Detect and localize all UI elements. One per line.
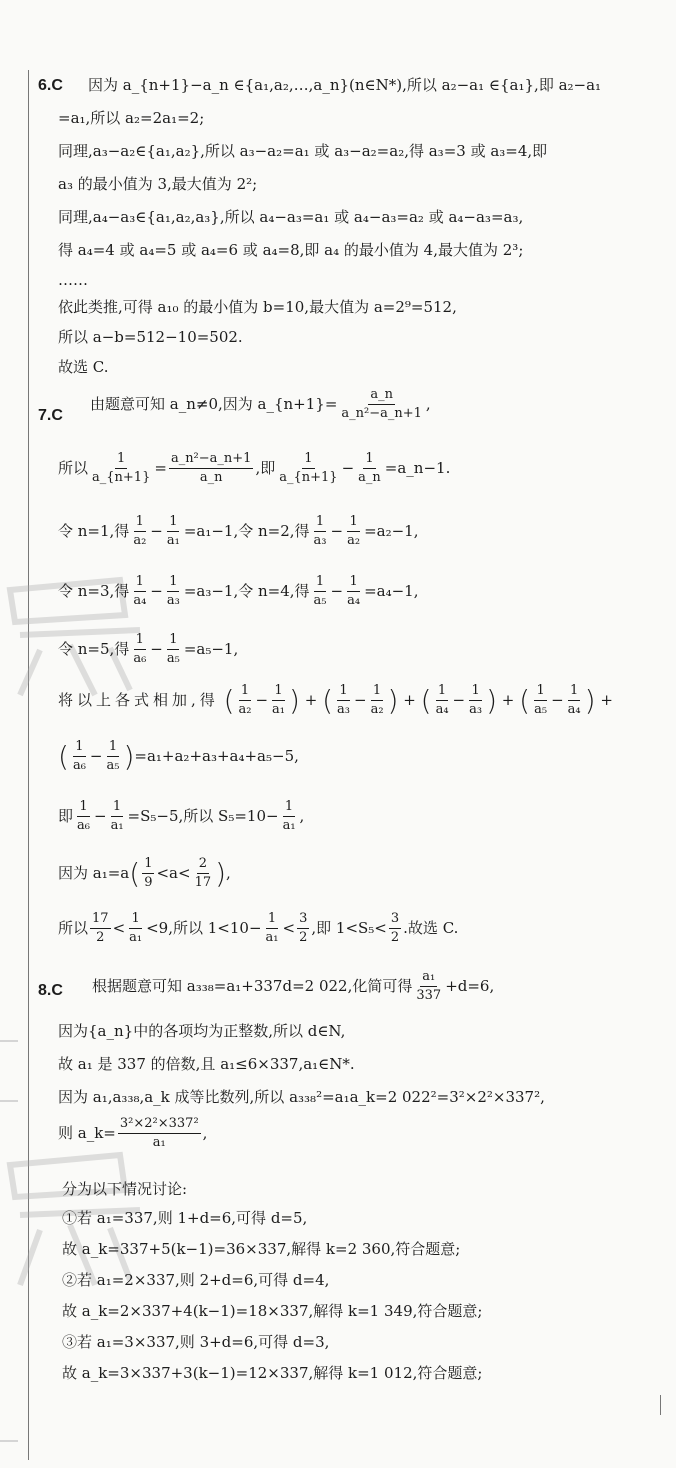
q6-line: 依此类推,可得 a₁₀ 的最小值为 b=10,最大值为 a=2⁹=512, (58, 298, 457, 316)
fraction: $\frac{1}{a\_n}$ (358, 451, 381, 486)
fraction: $\frac{1}{\text{a₃}}$ (313, 514, 327, 549)
q7-line: ( $\frac{1}{\text{a₆}}$ − $\frac{1}{\text{a₅}}$ )=a₁+a₂+a₃+a₄+a₅−5, (58, 739, 299, 774)
q7-line: 由题意可知 a_n≠0,因为 a_{n+1}= $\frac{a\_n}{\text{a\_n²−a\_n+1}}$ , (90, 387, 431, 422)
q8-line: ③若 a₁=3×337,则 3+d=6,可得 d=3, (62, 1333, 330, 1351)
q6-line: 同理,a₄−a₃∈{a₁,a₂,a₃},所以 a₄−a₃=a₁ 或 a₄−a₃=a₂ 或 a₄−a₃=a₃, (58, 208, 524, 226)
q8-line: 故 a_k=2×337+4(k−1)=18×337,解得 k=1 349,符合题意; (62, 1302, 483, 1320)
fraction: $\frac{\text{3²×2²×337²}}{\text{a₁}}$ (119, 1116, 199, 1151)
q6-line: …… (58, 271, 88, 289)
fraction: $\frac{1}{\text{a₄}}$ (567, 683, 581, 718)
q6-line: 所以 a−b=512−10=502. (58, 328, 243, 346)
q8-line: ①若 a₁=337,则 1+d=6,可得 d=5, (62, 1209, 308, 1227)
q8-line: 故 a₁ 是 337 的倍数,且 a₁≤6×337,a₁∈N*. (58, 1055, 355, 1073)
right-margin-rule (660, 1395, 661, 1415)
q8-line: 故 a_k=3×337+3(k−1)=12×337,解得 k=1 012,符合题意; (62, 1364, 483, 1382)
fraction: $\frac{1}{\text{a₁}}$ (272, 683, 286, 718)
q7-line: 即 $\frac{1}{\text{a₆}}$ − $\frac{1}{\text{a₁}}$ =S₅−5,所以 S₅=10− $\frac{1}{\text{a₁}}$ , (58, 799, 305, 834)
q7-line: 所以 $\frac{17}{2}$ < $\frac{1}{\text{a₁}}$ <9,所以 1<10− $\frac{1}{\text{a₁}}$ < $\frac{3}{2}$ ,即 1<S₅< $\frac{3}{2}$ .故选 C. (58, 911, 459, 946)
q7-line: 将以上各式相加,得 ( $\frac{1}{\text{a₂}}$ − $\frac{1}{\text{a₁}}$ ) + ( $\frac{1}{\text{a₃}}$ − $\frac{1}{\text{a₂}}$ ) + ( $\frac{1}{\text{a₄}}$ − $\frac{1}{\text{a₃}}$ ) + ( $\frac{1}{\text{a₅}}$ − $\frac{1}{\text{a₄}}$ ) + (58, 683, 613, 718)
fraction: $\frac{1}{\text{a₄}}$ (133, 574, 147, 609)
margin-mark (0, 1100, 18, 1102)
q8-line: 因为 a₁,a₃₃₈,a_k 成等比数列,所以 a₃₃₈²=a₁a_k=2 022²=3²×2²×337², (58, 1088, 545, 1106)
fraction: $\frac{1}{\text{a₁}}$ (166, 514, 180, 549)
fraction: $\frac{1}{a\_\{n+1\}}$ (279, 451, 338, 486)
q6-line: 因为 a_{n+1}−a_n ∈{a₁,a₂,…,a_n}(n∈N*),所以 a₂−a₁ ∈{a₁},即 a₂−a₁ (88, 76, 602, 94)
q6-line: 同理,a₃−a₂∈{a₁,a₂},所以 a₃−a₂=a₁ 或 a₃−a₂=a₂,得 a₃=3 或 a₃=4,即 (58, 142, 548, 160)
q8-line: ②若 a₁=2×337,则 2+d=6,可得 d=4, (62, 1271, 330, 1289)
fraction: $\frac{1}{\text{a₁}}$ (282, 799, 296, 834)
fraction: $\frac{1}{\text{a₅}}$ (166, 632, 180, 667)
q7-answer-label: 7.C (38, 407, 63, 424)
q6-line: =a₁,所以 a₂=2a₁=2; (58, 109, 205, 127)
fraction: $\frac{1}{\text{a₂}}$ (347, 514, 361, 549)
margin-mark (0, 1040, 18, 1042)
fraction: $\frac{1}{\text{a₁}}$ (129, 911, 143, 946)
fraction: $\frac{1}{\text{a₄}}$ (435, 683, 449, 718)
margin-mark (0, 1440, 18, 1442)
q7-line: 令 n=5,得 $\frac{1}{\text{a₆}}$ − $\frac{1}{\text{a₅}}$ =a₅−1, (58, 632, 239, 667)
fraction: $\frac{1}{\text{a₃}}$ (337, 683, 350, 718)
fraction: $\frac{1}{\text{a₁}}$ (265, 911, 279, 946)
q8-line: 因为{a_n}中的各项均为正整数,所以 d∈N, (58, 1022, 346, 1040)
fraction: $\frac{1}{\text{a₅}}$ (313, 574, 327, 609)
q6-answer-label: 6.C (38, 77, 63, 94)
fraction: $\frac{3}{2}$ (390, 911, 400, 946)
q7-line: 令 n=1,得 $\frac{1}{\text{a₂}}$ − $\frac{1}{\text{a₁}}$ =a₁−1,令 n=2,得 $\frac{1}{\text{a₃}}$ − $\frac{1}{\text{a₂}}$ =a₂−1, (58, 514, 419, 549)
q7-line: 因为 a₁=a( $\frac{1}{9}$ <a< $\frac{2}{17}$ ), (58, 856, 231, 891)
fraction: $\frac{1}{\text{a₂}}$ (238, 683, 252, 718)
fraction: $\frac{1}{\text{a₂}}$ (370, 683, 384, 718)
fraction: $\frac{17}{2}$ (92, 911, 109, 946)
fraction: $\frac{1}{\text{a₅}}$ (106, 739, 120, 774)
fraction: $\frac{a\_n}{\text{a\_n²−a\_n+1}}$ (341, 387, 422, 422)
fraction: $\frac{1}{\text{a₂}}$ (133, 514, 147, 549)
q6-line: 得 a₄=4 或 a₄=5 或 a₄=6 或 a₄=8,即 a₄ 的最小值为 4,最大值为 2³; (58, 241, 524, 259)
q7-line: 令 n=3,得 $\frac{1}{\text{a₄}}$ − $\frac{1}{\text{a₃}}$ =a₃−1,令 n=4,得 $\frac{1}{\text{a₅}}$ − $\frac{1}{\text{a₄}}$ =a₄−1, (58, 574, 419, 609)
q8-line: 根据题意可知 a₃₃₈=a₁+337d=2 022,化简可得 $\frac{\text{a₁}}{337}$ +d=6, (92, 969, 495, 1004)
q6-line: 故选 C. (58, 358, 109, 376)
fraction: $\frac{3}{2}$ (299, 911, 308, 946)
fraction: $\frac{1}{9}$ (144, 856, 153, 891)
q8-line: 分为以下情况讨论: (62, 1180, 188, 1198)
fraction: $\frac{1}{\text{a₆}}$ (72, 739, 86, 774)
fraction: $\frac{1}{a\_\{n+1\}}$ (92, 451, 151, 486)
fraction: $\frac{1}{\text{a₃}}$ (166, 574, 180, 609)
q6-line: a₃ 的最小值为 3,最大值为 2²; (58, 175, 258, 193)
fraction: $\frac{\text{a₁}}{337}$ (416, 969, 442, 1004)
fraction: $\frac{1}{\text{a₄}}$ (347, 574, 361, 609)
fraction: $\frac{1}{\text{a₁}}$ (110, 799, 124, 834)
q7-line: 所以 $\frac{1}{a\_\{n+1\}}$ = $\frac{\text{a\_n²−a\_n+1}}{a\_n}$ ,即 $\frac{1}{a\_\{n+1\}}$ − $\frac{1}{a\_n}$ =a_n−1. (58, 451, 451, 486)
q8-line: 则 a_k= $\frac{\text{3²×2²×337²}}{\text{a₁}}$ , (58, 1116, 208, 1151)
fraction: $\frac{1}{\text{a₆}}$ (133, 632, 147, 667)
fraction: $\frac{1}{\text{a₅}}$ (534, 683, 548, 718)
q8-answer-label: 8.C (38, 982, 63, 999)
fraction: $\frac{2}{17}$ (194, 856, 212, 891)
q8-line: 故 a_k=337+5(k−1)=36×337,解得 k=2 360,符合题意; (62, 1240, 461, 1258)
fraction: $\frac{1}{\text{a₃}}$ (469, 683, 483, 718)
fraction: $\frac{1}{\text{a₆}}$ (77, 799, 90, 834)
fraction: $\frac{\text{a\_n²−a\_n+1}}{a\_n}$ (170, 451, 252, 486)
